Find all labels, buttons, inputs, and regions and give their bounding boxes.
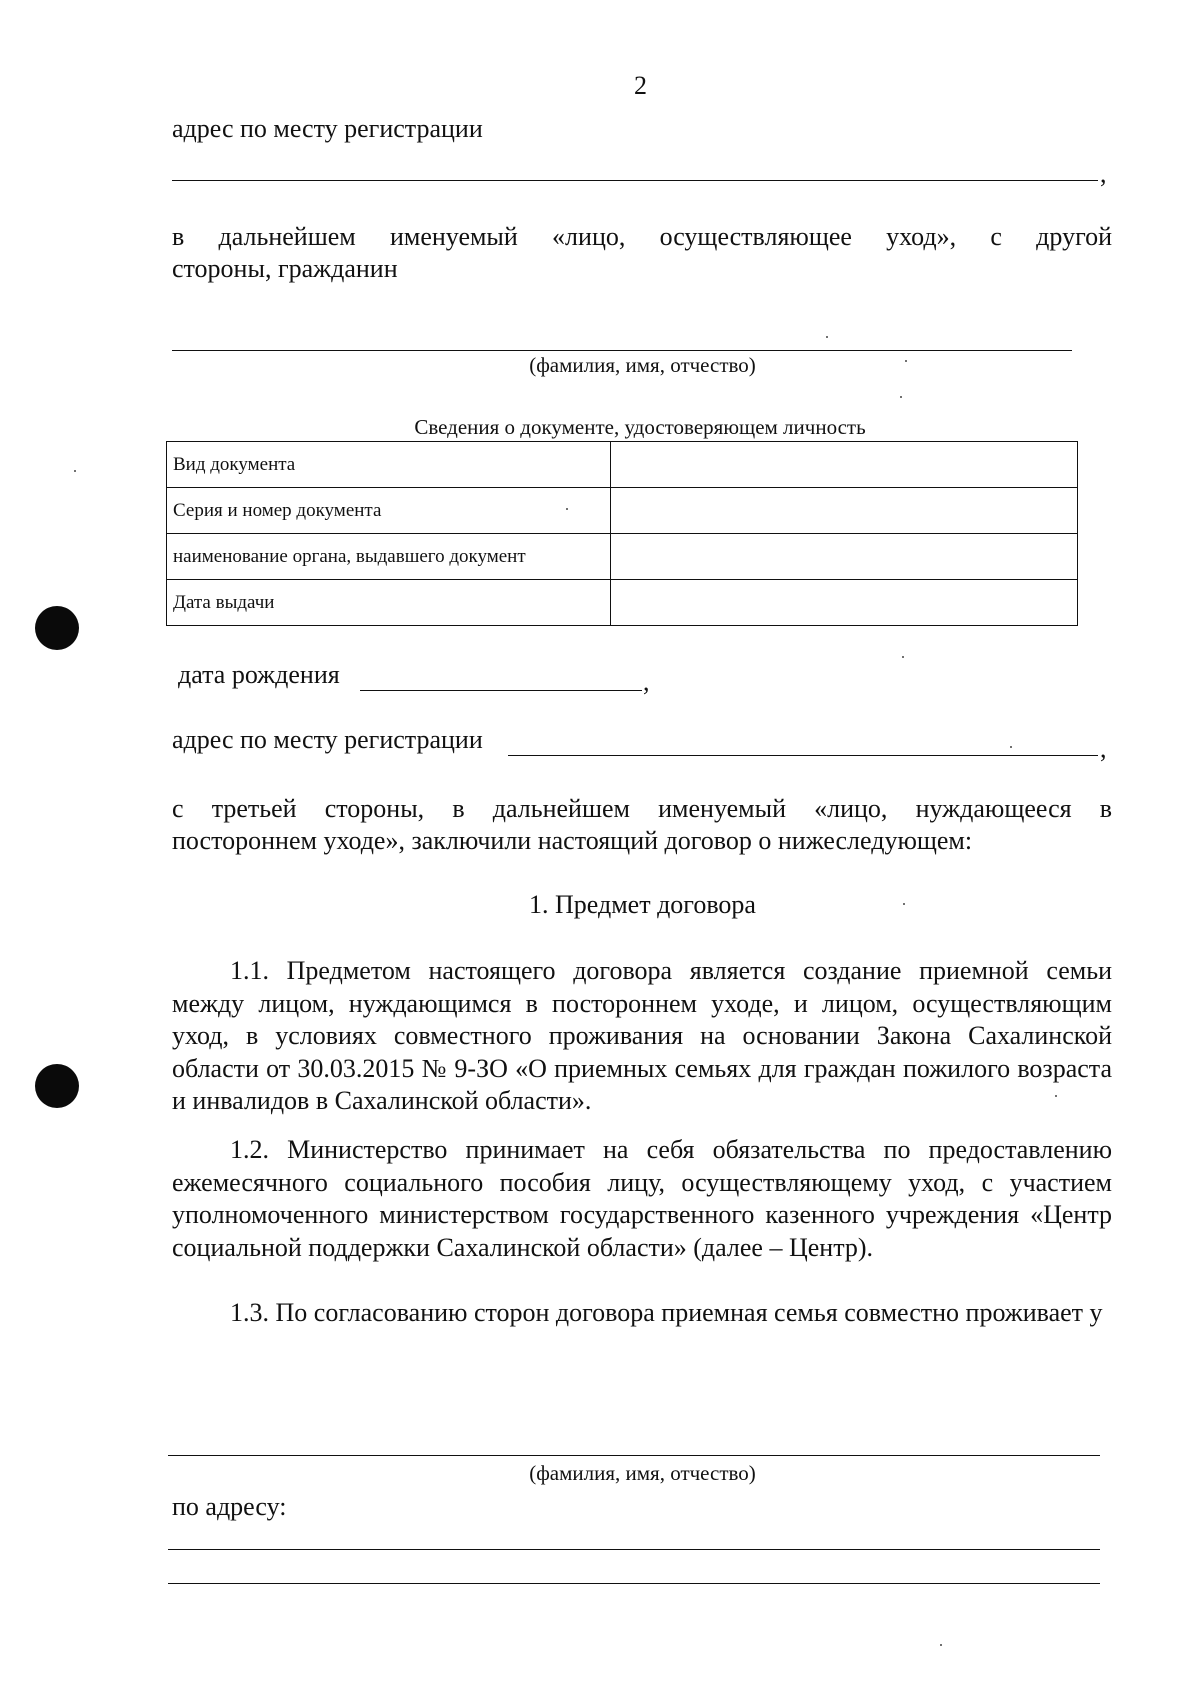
id-row-date-value [611, 580, 1078, 626]
paragraph-1-2: 1.2. Министерство принимает на себя обязательства по предоставлению ежемесячного социального пособия лицу, осуществляющему уход, с участием уполномоченного министерством государственного казенного учреждения «Центр социальной поддержки Сахалинской области» (далее – Центр). [172, 1135, 1112, 1262]
birth-date-comma: , [643, 667, 650, 696]
recipient-fio-line [172, 350, 1072, 351]
id-document-table [166, 441, 1078, 626]
id-row-number-label: Серия и номер документа [167, 488, 611, 534]
scan-speck [900, 396, 902, 398]
caretaker-role-line1: в дальнейшем именуемый «лицо, осуществляющее уход», с другой [172, 222, 1112, 251]
scan-speck [940, 1644, 942, 1646]
paragraph-1-3: 1.3. По согласованию сторон договора приемная семья совместно проживает у [230, 1298, 1103, 1327]
section1-heading: 1. Предмет договора [529, 890, 756, 919]
recipient-address-label: адрес по месту регистрации [172, 725, 483, 754]
recipient-role-line2: постороннем уходе», заключили настоящий договор о нижеследующем: [172, 826, 973, 855]
id-row-date [167, 580, 1078, 626]
id-row-date-label: Дата выдачи [167, 580, 611, 626]
id-row-type [167, 442, 1078, 488]
fio-caption-2: (фамилия, имя, отчество) [529, 1461, 756, 1485]
host-address-label: по адресу: [172, 1492, 287, 1521]
page-number: 2 [634, 71, 647, 100]
punch-hole-lower [35, 1064, 79, 1108]
id-row-number [167, 488, 1078, 534]
host-address-line-2 [168, 1583, 1100, 1584]
scan-speck [74, 470, 76, 472]
id-row-issuer-value [611, 534, 1078, 580]
fio-caption-1: (фамилия, имя, отчество) [529, 353, 756, 377]
recipient-address-line [508, 755, 1098, 756]
scan-speck [903, 903, 905, 905]
id-row-issuer [167, 534, 1078, 580]
host-fio-line [168, 1455, 1100, 1456]
host-address-line-1 [168, 1549, 1100, 1550]
caretaker-address-line [172, 180, 1098, 181]
id-row-issuer-label: наименование органа, выдавшего документ [167, 534, 611, 580]
caretaker-address-label: адрес по месту регистрации [172, 114, 483, 143]
scan-speck [1010, 746, 1012, 748]
id-document-title: Сведения о документе, удостоверяющем личность [414, 415, 866, 439]
scan-speck [1055, 1095, 1057, 1097]
caretaker-role-line2: стороны, гражданин [172, 254, 398, 283]
paragraph-1-1: 1.1. Предметом настоящего договора является создание приемной семьи между лицом, нуждающимся в постороннем уходе, и лицом, осуществляющим уход, в условиях совместного проживания на основании Закона Сахалинской области от 30.03.2015 № 9-ЗО «О приемных семьях для граждан пожилого возраста и инвалидов в Сахалинской области». [172, 956, 1112, 1115]
scan-speck [826, 336, 828, 338]
recipient-address-comma: , [1100, 734, 1107, 763]
scan-speck [905, 360, 907, 362]
recipient-role-line1: с третьей стороны, в дальнейшем именуемый «лицо, нуждающееся в [172, 794, 1112, 823]
id-row-type-label: Вид документа [167, 442, 611, 488]
caretaker-address-comma: , [1100, 159, 1107, 188]
scan-speck [902, 656, 904, 658]
birth-date-label: дата рождения [178, 660, 340, 689]
id-row-type-value [611, 442, 1078, 488]
scan-speck [566, 508, 568, 510]
id-row-number-value [611, 488, 1078, 534]
punch-hole-upper [35, 606, 79, 650]
birth-date-line [360, 690, 642, 691]
